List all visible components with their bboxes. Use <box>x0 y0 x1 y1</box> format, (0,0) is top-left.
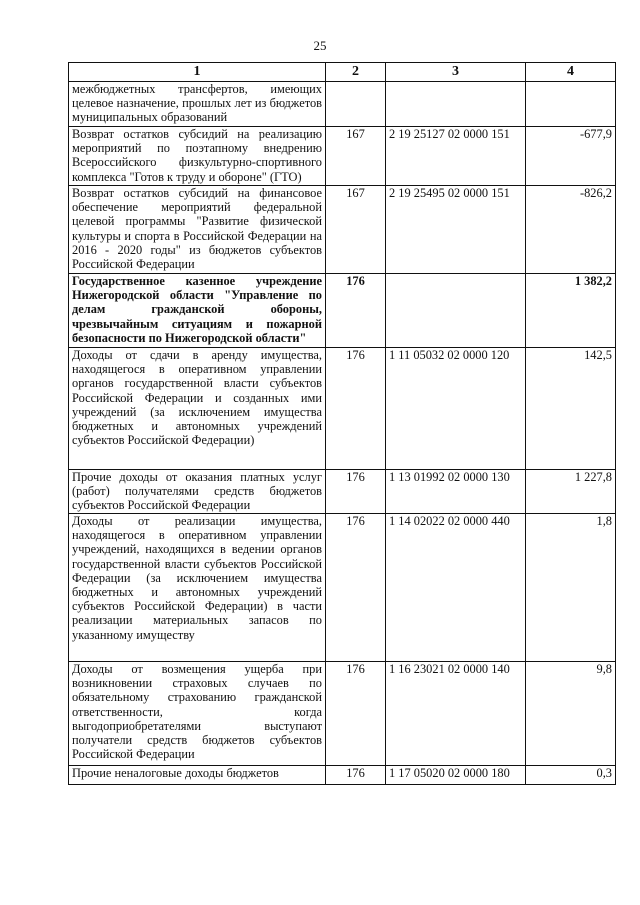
income-name-cell: Доходы от сдачи в аренду имущества, находящегося в оперативном управлении органов государственной власти субъектов Российской Федерации и созданных ими учреждений (за исключением имущества бюджетных и автономных учреждений субъектов Российской Федерации) <box>69 348 326 470</box>
income-name-cell: Возврат остатков субсидий на финансовое обеспечение мероприятий федеральной целевой программы "Развитие физической культуры и спорта в Российской Федерации на 2016 - 2020 годы" из бюджетов субъектов Российской Федерации <box>69 186 326 274</box>
column-header-1: 1 <box>69 63 326 82</box>
amount-cell <box>526 82 616 127</box>
budget-classification-code-cell: 1 14 02022 02 0000 440 <box>386 514 526 662</box>
amount-cell: 1 227,8 <box>526 470 616 514</box>
table-row <box>69 127 616 186</box>
table-row <box>69 82 616 127</box>
budget-classification-code-cell: 2 19 25127 02 0000 151 <box>386 127 526 186</box>
income-name-cell: Прочие доходы от оказания платных услуг (работ) получателями средств бюджетов субъектов Российской Федерации <box>69 470 326 514</box>
table-body <box>69 82 616 785</box>
admin-code-cell: 167 <box>326 127 386 186</box>
admin-code-cell <box>326 82 386 127</box>
column-header-2: 2 <box>326 63 386 82</box>
income-name-cell: Возврат остатков субсидий на реализацию мероприятий по поэтапному внедрению Всероссийского физкультурно-спортивного комплекса "Готов к труду и обороне" (ГТО) <box>69 127 326 186</box>
income-name-cell: Доходы от возмещения ущерба при возникновении страховых случаев по обязательному страхованию гражданской ответственности, когда выгодоприобретателями выступают получатели средств бюджетов субъектов Российской Федерации <box>69 662 326 766</box>
table-row <box>69 662 616 766</box>
table-row <box>69 274 616 348</box>
table-row <box>69 348 616 470</box>
column-header-3: 3 <box>386 63 526 82</box>
admin-code-cell: 176 <box>326 348 386 470</box>
amount-cell: 1 382,2 <box>526 274 616 348</box>
income-name-cell: Доходы от реализации имущества, находящегося в оперативном управлении учреждений, находящихся в ведении органов государственной власти субъектов Российской Федерации (за исключением имущества бюджетных и автономных учреждений субъектов Российской Федерации) в части реализации материальных запасов по указанному имуществу <box>69 514 326 662</box>
table-row <box>69 514 616 662</box>
admin-code-cell: 176 <box>326 274 386 348</box>
amount-cell: -677,9 <box>526 127 616 186</box>
income-name-cell: межбюджетных трансфертов, имеющих целевое назначение, прошлых лет из бюджетов муниципальных образований <box>69 82 326 127</box>
amount-cell: -826,2 <box>526 186 616 274</box>
admin-code-cell: 176 <box>326 470 386 514</box>
budget-classification-code-cell <box>386 82 526 127</box>
table-row <box>69 470 616 514</box>
admin-code-cell: 176 <box>326 662 386 766</box>
budget-classification-code-cell: 1 13 01992 02 0000 130 <box>386 470 526 514</box>
amount-cell: 9,8 <box>526 662 616 766</box>
column-header-4: 4 <box>526 63 616 82</box>
budget-classification-code-cell: 2 19 25495 02 0000 151 <box>386 186 526 274</box>
admin-code-cell: 167 <box>326 186 386 274</box>
amount-cell: 142,5 <box>526 348 616 470</box>
table-row <box>69 186 616 274</box>
page-number: 25 <box>313 38 327 53</box>
admin-code-cell: 176 <box>326 766 386 785</box>
budget-classification-code-cell: 1 11 05032 02 0000 120 <box>386 348 526 470</box>
table-row <box>69 766 616 785</box>
income-name-cell: Государственное казенное учреждение Нижегородской области "Управление по делам гражданской обороны, чрезвычайным ситуациям и пожарной безопасности по Нижегородской области" <box>69 274 326 348</box>
budget-income-table <box>68 62 616 785</box>
budget-classification-code-cell: 1 16 23021 02 0000 140 <box>386 662 526 766</box>
budget-classification-code-cell <box>386 274 526 348</box>
admin-code-cell: 176 <box>326 514 386 662</box>
amount-cell: 1,8 <box>526 514 616 662</box>
amount-cell: 0,3 <box>526 766 616 785</box>
budget-classification-code-cell: 1 17 05020 02 0000 180 <box>386 766 526 785</box>
income-name-cell: Прочие неналоговые доходы бюджетов <box>69 766 326 785</box>
table-header-row <box>69 63 616 82</box>
